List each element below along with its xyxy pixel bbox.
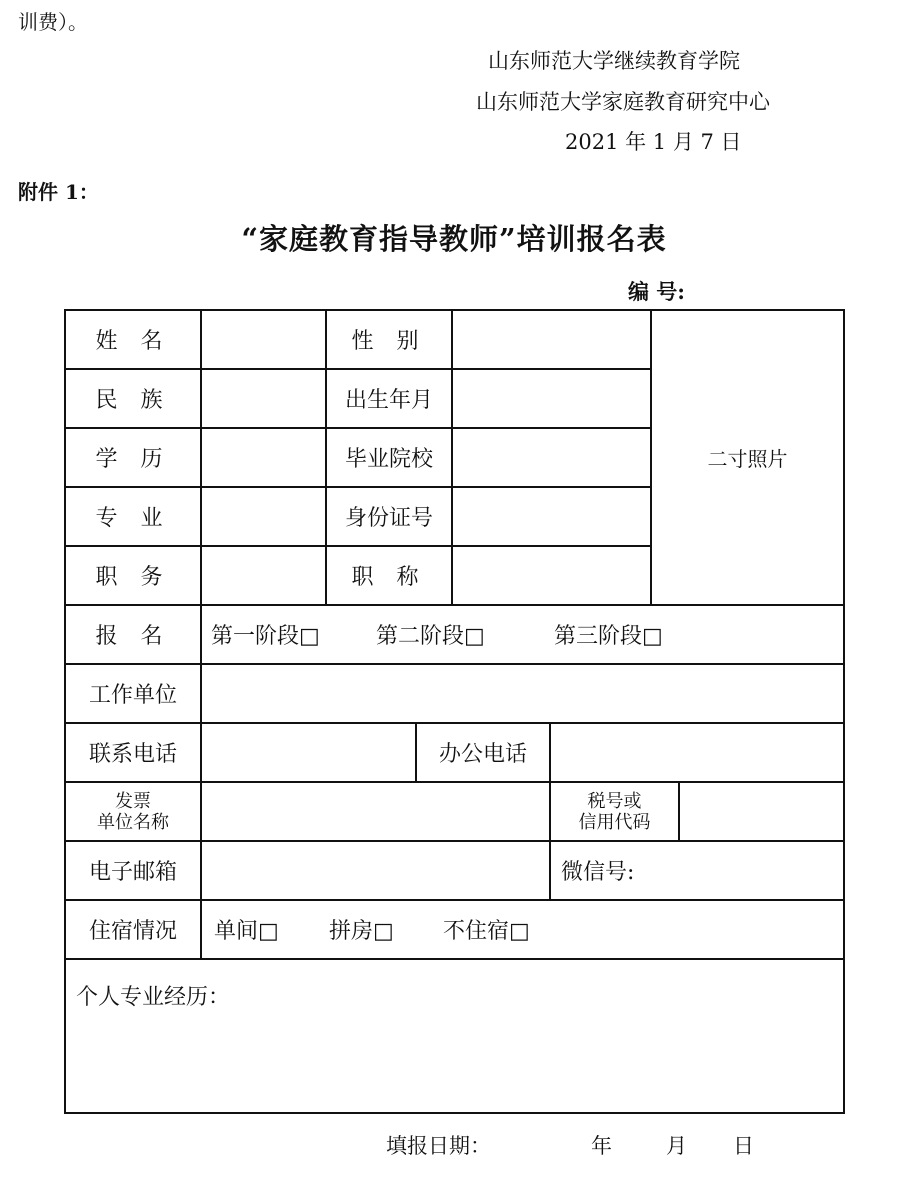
education-label: 学 历 — [95, 447, 171, 472]
stage-2-checkbox[interactable]: 第二阶段□ — [376, 624, 485, 649]
experience-field[interactable] — [66, 960, 843, 1112]
id-number-label: 身份证号 — [344, 506, 433, 531]
birth-field[interactable] — [453, 370, 650, 427]
professional-title-label: 职 称 — [351, 565, 427, 590]
experience-label: 个人专业经历： — [76, 985, 231, 1010]
issue-date: 2021 年 1 月 7 日 — [565, 130, 742, 154]
tax-label-line1: 税号或 — [587, 790, 642, 812]
wechat-label: 微信号: — [561, 860, 635, 885]
invoice-label — [66, 783, 200, 840]
invoice-field[interactable] — [202, 783, 549, 840]
fill-date-month: 月 — [666, 1134, 687, 1158]
tax-label — [551, 783, 678, 840]
organizer-1: 山东师范大学继续教育学院 — [488, 49, 740, 73]
id-number-field[interactable] — [453, 488, 650, 545]
serial-number-label: 编 号: — [628, 279, 686, 304]
office-phone-label: 办公电话 — [438, 742, 527, 767]
name-field[interactable] — [202, 311, 325, 368]
position-field[interactable] — [202, 547, 325, 604]
major-field[interactable] — [202, 488, 325, 545]
tax-field[interactable] — [680, 783, 843, 840]
major-label: 专 业 — [95, 506, 171, 531]
form-title: “家庭教育指导教师”培训报名表 — [241, 222, 667, 256]
school-label: 毕业院校 — [344, 447, 433, 472]
email-label: 电子邮箱 — [88, 860, 177, 885]
lodging-shared-checkbox[interactable]: 拼房□ — [329, 919, 394, 944]
fill-date-day: 日 — [733, 1134, 754, 1158]
education-field[interactable] — [202, 429, 325, 486]
workplace-field[interactable] — [202, 665, 843, 722]
continued-text: 训费）。 — [18, 10, 88, 34]
wechat-field[interactable] — [551, 842, 843, 899]
signup-label: 报 名 — [95, 624, 171, 649]
photo-label: 二寸照片 — [707, 447, 788, 471]
photo-area[interactable] — [652, 311, 843, 604]
ethnicity-label: 民 族 — [95, 388, 171, 413]
email-field[interactable] — [202, 842, 549, 899]
ethnicity-field[interactable] — [202, 370, 325, 427]
tax-label-line2: 信用代码 — [578, 811, 651, 833]
organizer-2: 山东师范大学家庭教育研究中心 — [476, 90, 770, 114]
office-phone-field[interactable] — [551, 724, 843, 781]
invoice-label-line2: 单位名称 — [97, 811, 169, 833]
school-field[interactable] — [453, 429, 650, 486]
fill-date-year: 年 — [591, 1134, 612, 1158]
lodging-label: 住宿情况 — [88, 919, 177, 944]
professional-title-field[interactable] — [453, 547, 650, 604]
attachment-label: 附件 1： — [18, 180, 99, 204]
name-label: 姓 名 — [95, 329, 171, 354]
invoice-label-line1: 发票 — [115, 790, 151, 812]
lodging-single-checkbox[interactable]: 单间□ — [214, 919, 279, 944]
position-label: 职 务 — [95, 565, 171, 590]
stage-1-checkbox[interactable]: 第一阶段□ — [211, 624, 320, 649]
stage-3-checkbox[interactable]: 第三阶段□ — [554, 624, 663, 649]
phone-label: 联系电话 — [88, 742, 177, 767]
lodging-none-checkbox[interactable]: 不住宿□ — [443, 919, 530, 944]
birth-label: 出生年月 — [344, 388, 433, 413]
phone-field[interactable] — [202, 724, 415, 781]
gender-field[interactable] — [453, 311, 650, 368]
fill-date-label: 填报日期： — [386, 1134, 491, 1158]
gender-label: 性 别 — [351, 329, 427, 354]
workplace-label: 工作单位 — [88, 683, 177, 708]
